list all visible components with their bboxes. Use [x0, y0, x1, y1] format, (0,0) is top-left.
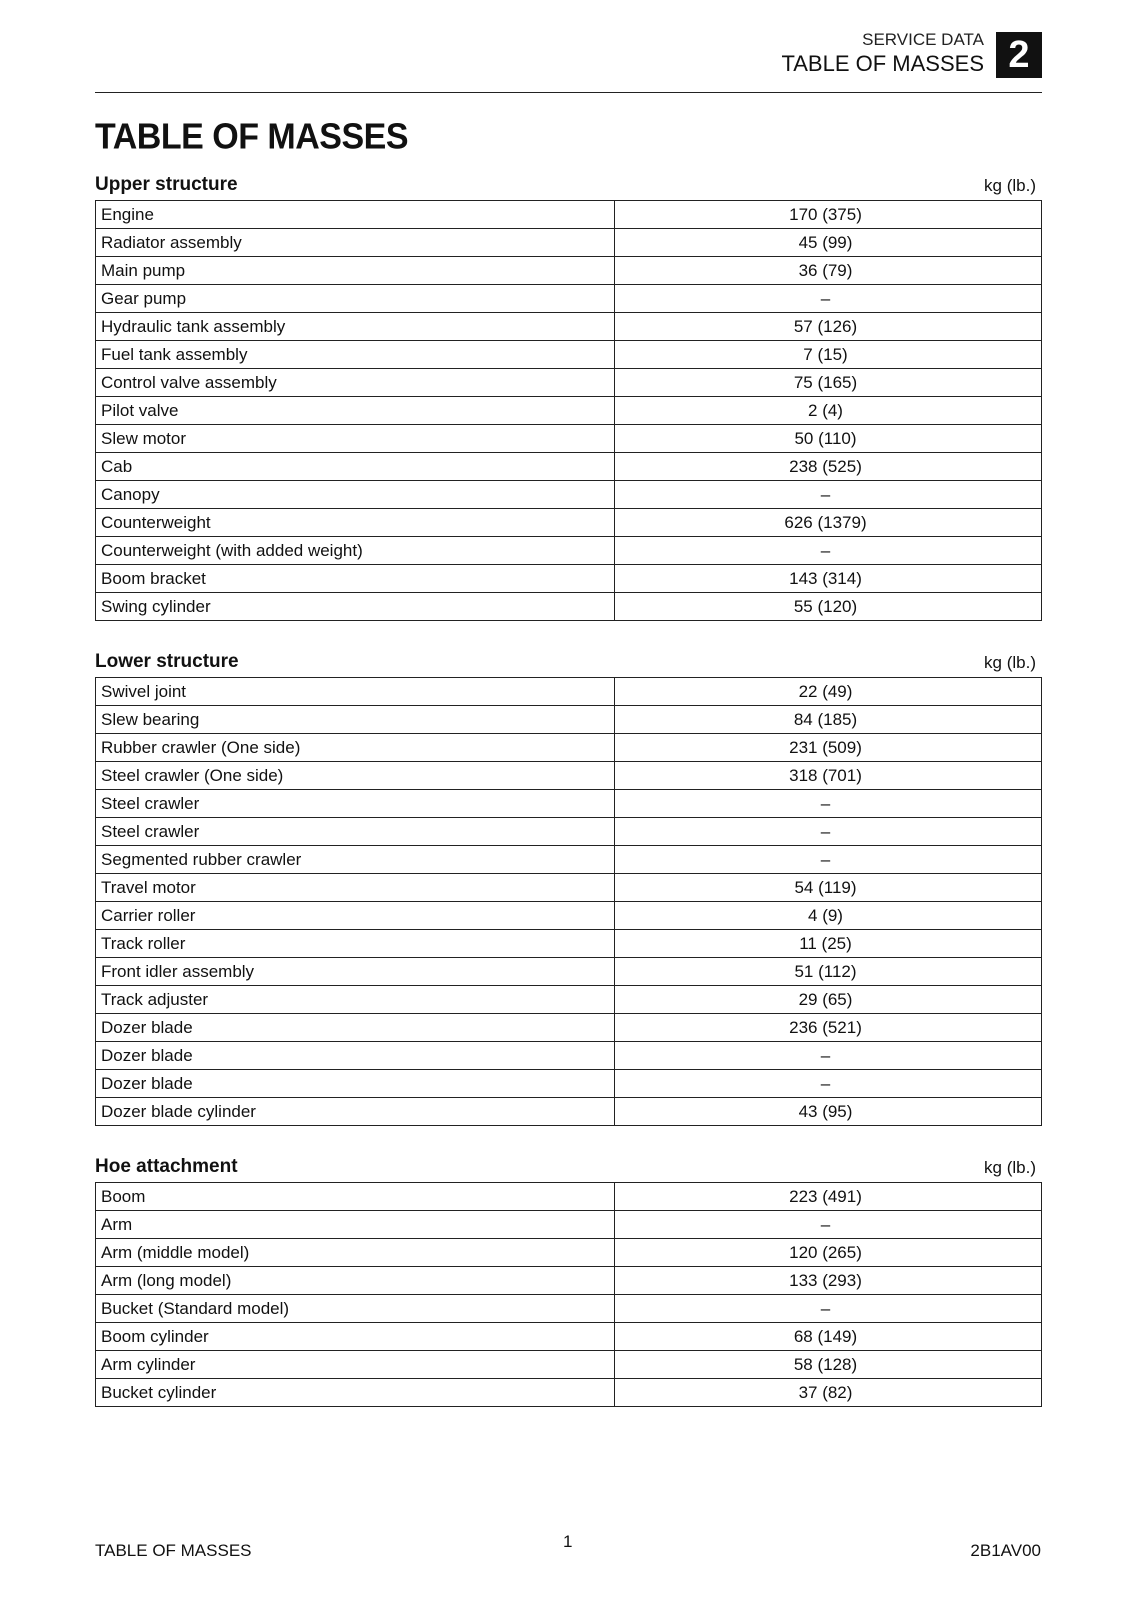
part-name-cell: Counterweight: [96, 509, 615, 537]
section-title: Hoe attachment: [95, 1156, 238, 1177]
part-name-cell: Steel crawler: [96, 790, 615, 818]
mass-value-cell: 4 (9): [615, 902, 1042, 930]
mass-value-cell: –: [615, 1070, 1042, 1098]
part-name-cell: Pilot valve: [96, 397, 615, 425]
part-name-cell: Arm (long model): [96, 1267, 615, 1295]
table-row: [96, 1042, 1042, 1070]
section-heading: [95, 1154, 1042, 1182]
part-name-cell: Bucket (Standard model): [96, 1295, 615, 1323]
mass-value-cell: 2 (4): [615, 397, 1042, 425]
table-row: [96, 1070, 1042, 1098]
table-row: [96, 846, 1042, 874]
part-name-cell: Carrier roller: [96, 902, 615, 930]
section-heading: [95, 649, 1042, 677]
table-row: [96, 1267, 1042, 1295]
table-row: [96, 453, 1042, 481]
part-name-cell: Engine: [96, 201, 615, 229]
mass-value-cell: 84 (185): [615, 706, 1042, 734]
document-code: 2B1AV00: [970, 1541, 1041, 1560]
table-row: [96, 958, 1042, 986]
section-title: Lower structure: [95, 651, 239, 672]
mass-value-cell: 7 (15): [615, 341, 1042, 369]
mass-value-cell: –: [615, 1211, 1042, 1239]
table-row: [96, 930, 1042, 958]
mass-value-cell: 318 (701): [615, 762, 1042, 790]
table-row: [96, 537, 1042, 565]
upper-structure-table: [95, 200, 1042, 621]
table-row: [96, 678, 1042, 706]
part-name-cell: Boom bracket: [96, 565, 615, 593]
table-row: [96, 201, 1042, 229]
part-name-cell: Track adjuster: [96, 986, 615, 1014]
table-row: [96, 481, 1042, 509]
header-text: [781, 30, 984, 78]
table-row: [96, 874, 1042, 902]
mass-value-cell: 75 (165): [615, 369, 1042, 397]
page-header: [95, 28, 1042, 93]
mass-value-cell: –: [615, 818, 1042, 846]
part-name-cell: Dozer blade: [96, 1014, 615, 1042]
mass-value-cell: 231 (509): [615, 734, 1042, 762]
part-name-cell: Main pump: [96, 257, 615, 285]
upper-structure-section: [95, 172, 1042, 621]
table-row: [96, 369, 1042, 397]
mass-value-cell: 29 (65): [615, 986, 1042, 1014]
mass-value-cell: 58 (128): [615, 1351, 1042, 1379]
unit-label: kg (lb.): [984, 653, 1036, 672]
mass-value-cell: 238 (525): [615, 453, 1042, 481]
mass-value-cell: 68 (149): [615, 1323, 1042, 1351]
mass-value-cell: 143 (314): [615, 565, 1042, 593]
table-row: [96, 509, 1042, 537]
table-row: [96, 229, 1042, 257]
part-name-cell: Gear pump: [96, 285, 615, 313]
table-row: [96, 706, 1042, 734]
lower-structure-table: [95, 677, 1042, 1126]
mass-value-cell: 170 (375): [615, 201, 1042, 229]
table-row: [96, 790, 1042, 818]
hoe-attachment-section: [95, 1154, 1042, 1407]
part-name-cell: Steel crawler (One side): [96, 762, 615, 790]
part-name-cell: Swing cylinder: [96, 593, 615, 621]
table-row: [96, 1323, 1042, 1351]
part-name-cell: Travel motor: [96, 874, 615, 902]
part-name-cell: Dozer blade: [96, 1042, 615, 1070]
part-name-cell: Dozer blade cylinder: [96, 1098, 615, 1126]
mass-value-cell: –: [615, 1295, 1042, 1323]
part-name-cell: Slew bearing: [96, 706, 615, 734]
table-row: [96, 1098, 1042, 1126]
part-name-cell: Arm cylinder: [96, 1351, 615, 1379]
table-row: [96, 1014, 1042, 1042]
header-title: TABLE OF MASSES: [781, 51, 984, 76]
mass-value-cell: 45 (99): [615, 229, 1042, 257]
mass-value-cell: –: [615, 537, 1042, 565]
mass-value-cell: 626 (1379): [615, 509, 1042, 537]
mass-value-cell: 43 (95): [615, 1098, 1042, 1126]
part-name-cell: Arm: [96, 1211, 615, 1239]
mass-value-cell: 57 (126): [615, 313, 1042, 341]
part-name-cell: Slew motor: [96, 425, 615, 453]
mass-value-cell: –: [615, 481, 1042, 509]
mass-value-cell: 36 (79): [615, 257, 1042, 285]
table-row: [96, 986, 1042, 1014]
mass-value-cell: 55 (120): [615, 593, 1042, 621]
mass-value-cell: –: [615, 285, 1042, 313]
table-row: [96, 285, 1042, 313]
table-row: [96, 1295, 1042, 1323]
part-name-cell: Hydraulic tank assembly: [96, 313, 615, 341]
part-name-cell: Swivel joint: [96, 678, 615, 706]
table-row: [96, 341, 1042, 369]
unit-label: kg (lb.): [984, 1158, 1036, 1177]
mass-value-cell: 120 (265): [615, 1239, 1042, 1267]
part-name-cell: Segmented rubber crawler: [96, 846, 615, 874]
mass-value-cell: –: [615, 1042, 1042, 1070]
table-row: [96, 818, 1042, 846]
table-row: [96, 593, 1042, 621]
lower-structure-section: [95, 649, 1042, 1126]
mass-value-cell: 51 (112): [615, 958, 1042, 986]
table-row: [96, 257, 1042, 285]
table-row: [96, 1379, 1042, 1407]
chapter-number-badge: 2: [996, 32, 1042, 78]
part-name-cell: Canopy: [96, 481, 615, 509]
footer-title: TABLE OF MASSES: [95, 1541, 252, 1560]
page-title: TABLE OF MASSES: [95, 117, 408, 157]
table-row: [96, 734, 1042, 762]
mass-value-cell: 54 (119): [615, 874, 1042, 902]
part-name-cell: Arm (middle model): [96, 1239, 615, 1267]
table-row: [96, 565, 1042, 593]
table-row: [96, 1211, 1042, 1239]
table-row: [96, 762, 1042, 790]
part-name-cell: Track roller: [96, 930, 615, 958]
mass-value-cell: 50 (110): [615, 425, 1042, 453]
mass-value-cell: –: [615, 790, 1042, 818]
part-name-cell: Cab: [96, 453, 615, 481]
hoe-attachment-table: [95, 1182, 1042, 1407]
part-name-cell: Rubber crawler (One side): [96, 734, 615, 762]
table-row: [96, 313, 1042, 341]
part-name-cell: Dozer blade: [96, 1070, 615, 1098]
section-title: Upper structure: [95, 174, 238, 195]
mass-value-cell: 133 (293): [615, 1267, 1042, 1295]
part-name-cell: Steel crawler: [96, 818, 615, 846]
part-name-cell: Front idler assembly: [96, 958, 615, 986]
table-row: [96, 1183, 1042, 1211]
header-section-label: SERVICE DATA: [862, 30, 984, 49]
mass-value-cell: 11 (25): [615, 930, 1042, 958]
table-row: [96, 902, 1042, 930]
part-name-cell: Fuel tank assembly: [96, 341, 615, 369]
table-row: [96, 1351, 1042, 1379]
mass-value-cell: 236 (521): [615, 1014, 1042, 1042]
mass-value-cell: 223 (491): [615, 1183, 1042, 1211]
table-row: [96, 1239, 1042, 1267]
table-row: [96, 425, 1042, 453]
mass-value-cell: 22 (49): [615, 678, 1042, 706]
table-row: [96, 397, 1042, 425]
section-heading: [95, 172, 1042, 200]
part-name-cell: Boom cylinder: [96, 1323, 615, 1351]
mass-value-cell: –: [615, 846, 1042, 874]
unit-label: kg (lb.): [984, 176, 1036, 195]
part-name-cell: Control valve assembly: [96, 369, 615, 397]
part-name-cell: Bucket cylinder: [96, 1379, 615, 1407]
part-name-cell: Counterweight (with added weight): [96, 537, 615, 565]
part-name-cell: Radiator assembly: [96, 229, 615, 257]
mass-value-cell: 37 (82): [615, 1379, 1042, 1407]
page-number: 1: [563, 1532, 573, 1551]
part-name-cell: Boom: [96, 1183, 615, 1211]
